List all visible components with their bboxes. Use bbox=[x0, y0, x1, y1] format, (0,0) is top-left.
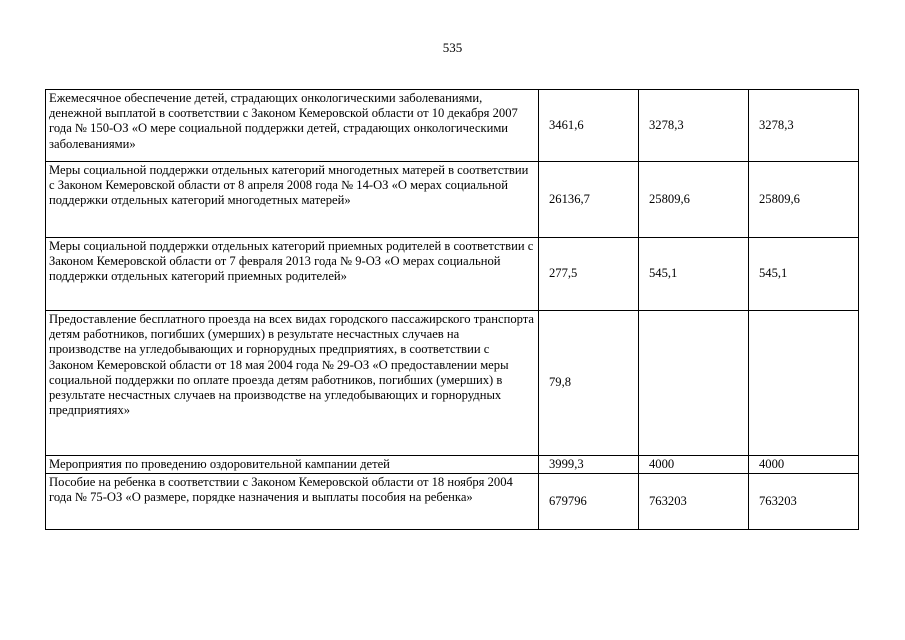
value-year-3: 763203 bbox=[749, 474, 859, 530]
value-year-1: 679796 bbox=[539, 474, 639, 530]
table-row bbox=[46, 238, 859, 311]
value-year-1: 3999,3 bbox=[539, 456, 639, 474]
table-row bbox=[46, 456, 859, 474]
value-year-1: 79,8 bbox=[539, 311, 639, 456]
value-year-2: 3278,3 bbox=[639, 90, 749, 162]
row-description: Ежемесячное обеспечение детей, страдающих онкологическими заболеваниями, денежной выплатой в соответствии с Законом Кемеровской области от 10 декабря 2007 года № 150-ОЗ «О мере социальной поддержки детей, страдающих онкологическими заболеваниями» bbox=[46, 90, 539, 162]
value-year-1: 3461,6 bbox=[539, 90, 639, 162]
value-year-1: 277,5 bbox=[539, 238, 639, 311]
table-row bbox=[46, 474, 859, 530]
value-year-2: 25809,6 bbox=[639, 162, 749, 238]
value-year-2: 4000 bbox=[639, 456, 749, 474]
row-description: Меры социальной поддержки отдельных категорий приемных родителей в соответствии с Законом Кемеровской области от 7 февраля 2013 года № 9-ОЗ «О мерах социальной поддержки отдельных категорий приемных родителей» bbox=[46, 238, 539, 311]
row-description: Меры социальной поддержки отдельных категорий многодетных матерей в соответствии с Законом Кемеровской области от 8 апреля 2008 года № 14-ОЗ «О мерах социальной поддержки отдельных категорий многодетных матерей» bbox=[46, 162, 539, 238]
value-year-1: 26136,7 bbox=[539, 162, 639, 238]
table-row bbox=[46, 311, 859, 456]
value-year-3: 4000 bbox=[749, 456, 859, 474]
table-row bbox=[46, 162, 859, 238]
value-year-3: 3278,3 bbox=[749, 90, 859, 162]
value-year-2 bbox=[639, 311, 749, 456]
value-year-2: 763203 bbox=[639, 474, 749, 530]
page-number: 535 bbox=[442, 40, 463, 55]
value-year-3: 545,1 bbox=[749, 238, 859, 311]
budget-table bbox=[45, 89, 859, 530]
row-description: Мероприятия по проведению оздоровительной кампании детей bbox=[46, 456, 539, 474]
row-description: Пособие на ребенка в соответствии с Законом Кемеровской области от 18 ноября 2004 года № 75-ОЗ «О размере, порядке назначения и выплаты пособия на ребенка» bbox=[46, 474, 539, 530]
row-description: Предоставление бесплатного проезда на всех видах городского пассажирского транспорта детям работников, погибших (умерших) в результате несчастных случаев на производстве на угледобывающих и горнорудных предприятиях, в соответствии с Законом Кемеровской области от 18 мая 2004 года № 29-ОЗ «О предоставлении меры социальной поддержки по оплате проезда детям работников, погибших (умерших) в результате несчастных случаев на производстве на угледобывающих и горнорудных предприятиях» bbox=[46, 311, 539, 456]
value-year-2: 545,1 bbox=[639, 238, 749, 311]
value-year-3 bbox=[749, 311, 859, 456]
table-row bbox=[46, 90, 859, 162]
value-year-3: 25809,6 bbox=[749, 162, 859, 238]
